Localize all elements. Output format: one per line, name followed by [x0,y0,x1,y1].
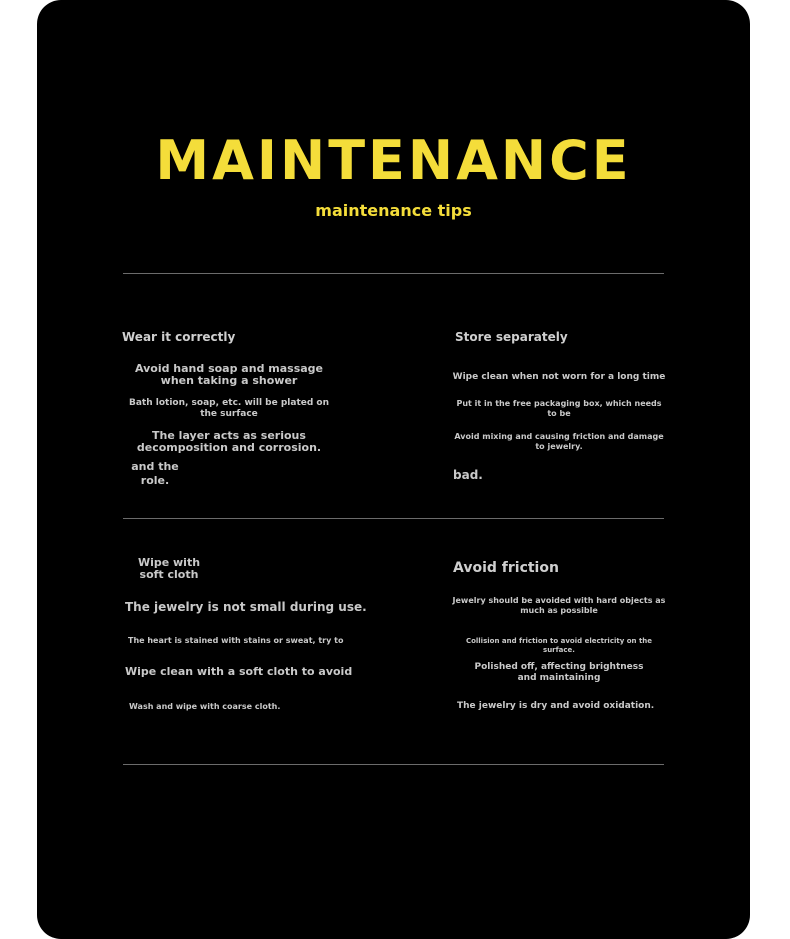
wipe-line-3: Wipe clean with a soft cloth to avoid [125,665,353,678]
wear-line-2: Bath lotion, soap, etc. will be plated on the surface [128,398,330,419]
section-heading-wear: Wear it correctly [122,330,236,344]
divider-bottom [123,764,664,765]
page-title: MAINTENANCE [155,129,632,192]
wipe-line-1: The jewelry is not small during use. [125,600,367,614]
friction-line-2: Collision and friction to avoid electricity on the surface. [465,637,653,654]
wear-line-1: Avoid hand soap and massage when taking a shower [134,362,324,387]
divider-top [123,273,664,274]
store-line-1: Wipe clean when not worn for a long time [452,372,666,382]
page-subtitle: maintenance tips [315,201,472,220]
wipe-line-4: Wash and wipe with coarse cloth. [129,702,281,711]
store-line-3: Avoid mixing and causing friction and damage to jewelry. [454,432,664,451]
friction-line-3: Polished off, affecting brightness and maintaining [474,662,644,683]
maintenance-card [37,0,750,939]
section-heading-wipe: Wipe with soft cloth [137,556,201,581]
store-line-2: Put it in the free packaging box, which needs to be [456,399,662,418]
section-heading-friction: Avoid friction [453,560,559,576]
wear-line-3: The layer acts as serious decomposition and corrosion. [136,429,322,454]
section-heading-store: Store separately [455,330,568,344]
friction-line-1: Jewelry should be avoided with hard objects as much as possible [452,596,666,615]
wear-line-4: and the role. [131,460,179,487]
divider-middle [123,518,664,519]
wipe-line-2: The heart is stained with stains or sweat, try to [128,636,344,645]
friction-line-4: The jewelry is dry and avoid oxidation. [457,701,655,711]
store-line-4: bad. [453,468,483,482]
